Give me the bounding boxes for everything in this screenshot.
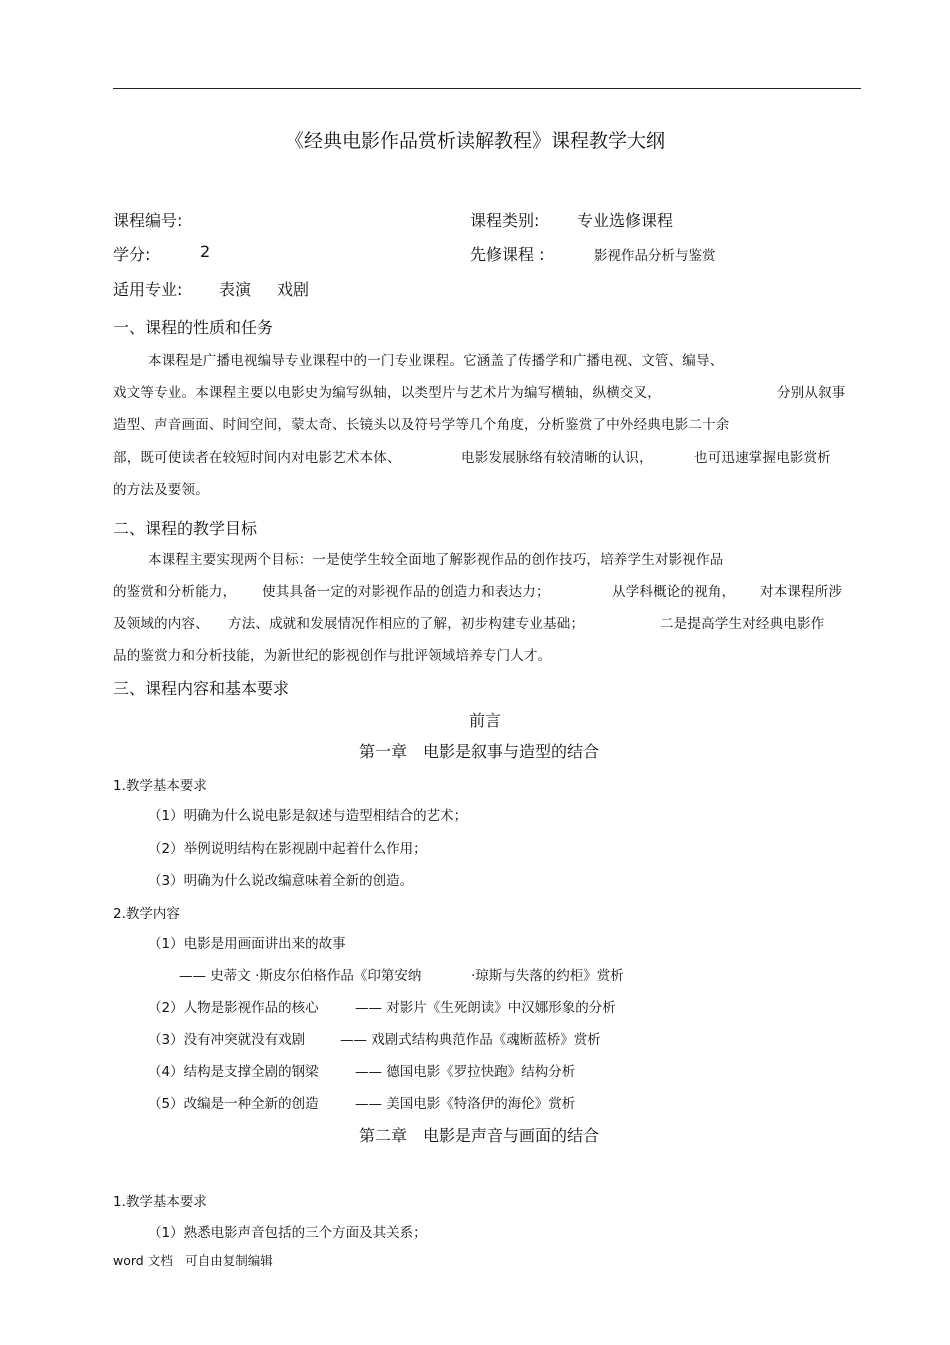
ch2-req-heading: 1.教学基本要求 bbox=[113, 1194, 207, 1210]
ch1-content-item: （3）没有冲突就没有戏剧 bbox=[148, 1032, 306, 1048]
ch1-content-item: —— 史蒂文 ·斯皮尔伯格作品《印第安纳 bbox=[179, 968, 422, 984]
course-type-value: 专业选修课程 bbox=[577, 211, 674, 230]
section2-heading: 二、课程的教学目标 bbox=[113, 519, 258, 538]
ch1-content-item: （2）人物是影视作品的核心 bbox=[148, 1000, 319, 1016]
section2-line: 方法、成就和发展情况作相应的了解，初步构建专业基础； bbox=[228, 616, 585, 632]
ch1-req-item: （1）明确为什么说电影是叙述与造型相结合的艺术； bbox=[148, 808, 468, 824]
section1-line: 也可迅速掌握电影赏析 bbox=[694, 450, 831, 466]
section1-line: 的方法及要领。 bbox=[113, 482, 209, 498]
section2-line: 的鉴赏和分析能力， bbox=[113, 584, 237, 600]
section2-line: 从学科概论的视角， bbox=[612, 584, 736, 600]
ch1-content-item: —— 对影片《生死朗读》中汉娜形象的分析 bbox=[355, 1000, 616, 1016]
course-code-label: 课程编号: bbox=[113, 211, 183, 230]
section1-line: 部，既可使读者在较短时间内对电影艺术本体、 bbox=[113, 450, 401, 466]
section1-line: 戏文等专业。本课程主要以电影史为编写纵轴，以类型片与艺术片为编写横轴，纵横交叉， bbox=[113, 385, 661, 401]
header-rule bbox=[113, 88, 861, 89]
credit-label: 学分: bbox=[113, 245, 151, 264]
credit-value: 2 bbox=[200, 242, 211, 261]
section1-line: 电影发展脉络有较清晰的认识， bbox=[461, 450, 653, 466]
section2-line: 品的鉴赏力和分析技能，为新世纪的影视创作与批评领域培养专门人才。 bbox=[113, 648, 552, 664]
section2-line: 本课程主要实现两个目标：一是使学生较全面地了解影视作品的创作技巧，培养学生对影视作品 bbox=[148, 552, 724, 568]
section2-line: 二是提高学生对经典电影作 bbox=[660, 616, 825, 632]
section2-line: 对本课程所涉 bbox=[760, 584, 843, 600]
ch1-content-item: （4）结构是支撑全剧的钢梁 bbox=[148, 1064, 319, 1080]
ch2-req-item: （1）熟悉电影声音包括的三个方面及其关系； bbox=[148, 1225, 427, 1241]
prereq-value: 影视作品分析与鉴赏 bbox=[594, 248, 716, 264]
ch1-req-heading: 1.教学基本要求 bbox=[113, 778, 207, 794]
chapter2-title: 第二章 电影是声音与画面的结合 bbox=[358, 1126, 599, 1145]
ch1-req-item: （2）举例说明结构在影视剧中起着什么作用； bbox=[148, 841, 427, 857]
ch1-content-item: —— 戏剧式结构典范作品《魂断蓝桥》赏析 bbox=[340, 1032, 601, 1048]
section2-line: 及领域的内容、 bbox=[113, 616, 209, 632]
section3-heading: 三、课程内容和基本要求 bbox=[113, 679, 290, 698]
ch1-content-item: （1）电影是用画面讲出来的故事 bbox=[148, 936, 346, 952]
document-title: 《经典电影作品赏析读解教程》课程教学大纲 bbox=[284, 130, 665, 152]
ch1-content-item: —— 德国电影《罗拉快跑》结构分析 bbox=[355, 1064, 576, 1080]
course-type-label: 课程类别: bbox=[470, 211, 540, 230]
ch1-content-heading: 2.教学内容 bbox=[113, 906, 180, 922]
chapter1-title: 第一章 电影是叙事与造型的结合 bbox=[358, 742, 599, 761]
preface-heading: 前言 bbox=[468, 711, 501, 730]
section1-line: 本课程是广播电视编导专业课程中的一门专业课程。它涵盖了传播学和广播电视、文管、编导、 bbox=[148, 353, 724, 369]
page-footer: word 文档 可自由复制编辑 bbox=[113, 1253, 273, 1268]
ch1-content-item: ·琼斯与失落的约柜》赏析 bbox=[471, 968, 624, 984]
prereq-label: 先修课程 : bbox=[470, 245, 545, 264]
major-value-1: 表演 bbox=[219, 280, 252, 299]
section1-line: 造型、声音画面、时间空间，蒙太奇、长镜头以及符号学等几个角度，分析鉴赏了中外经典电影二十余 bbox=[113, 417, 730, 433]
section1-line: 分别从叙事 bbox=[777, 385, 846, 401]
ch1-content-item: （5）改编是一种全新的创造 bbox=[148, 1096, 319, 1112]
ch1-req-item: （3）明确为什么说改编意味着全新的创造。 bbox=[148, 873, 414, 889]
major-label: 适用专业: bbox=[113, 280, 183, 299]
section1-heading: 一、课程的性质和任务 bbox=[113, 318, 274, 337]
ch1-content-item: —— 美国电影《特洛伊的海伦》赏析 bbox=[355, 1096, 576, 1112]
section2-line: 使其具备一定的对影视作品的创造力和表达力； bbox=[262, 584, 550, 600]
major-value-2: 戏剧 bbox=[277, 280, 310, 299]
